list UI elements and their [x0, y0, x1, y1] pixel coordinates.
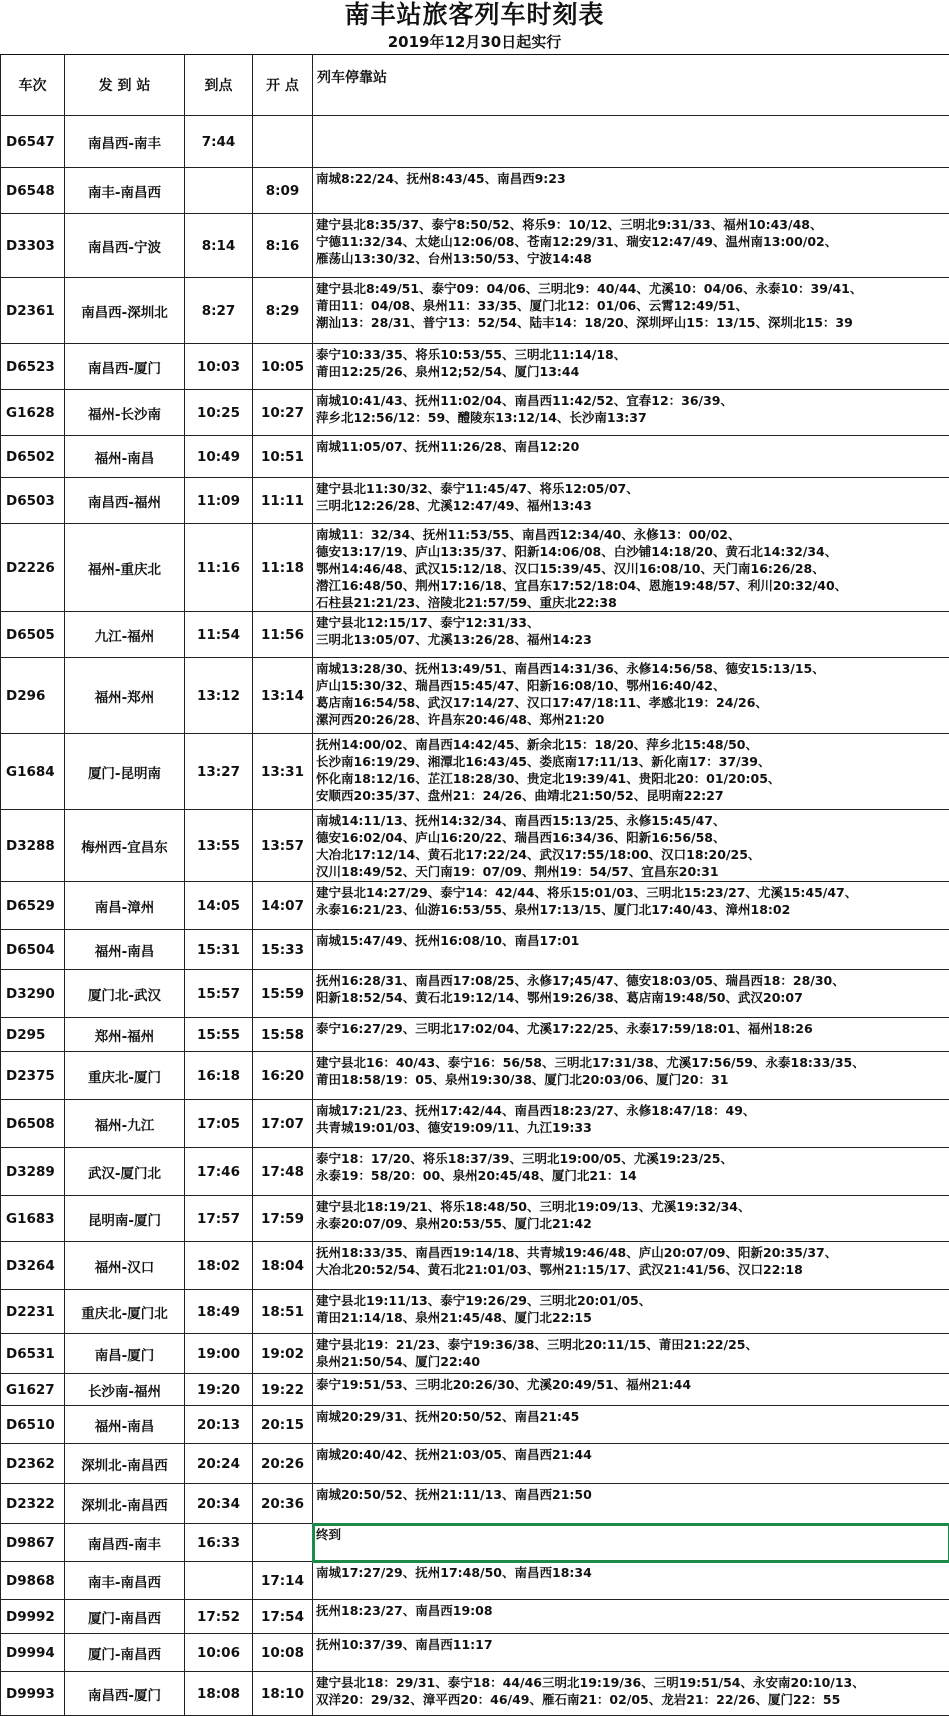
timetable-body: [1, 116, 949, 1716]
cell-train: D6503: [1, 478, 65, 524]
table-row: [1, 436, 949, 478]
cell-train: G1627: [1, 1374, 65, 1406]
table-row: [1, 1672, 949, 1716]
cell-train: D9993: [1, 1672, 65, 1716]
cell-arrive: 8:27: [185, 278, 253, 344]
cell-depart: 19:22: [253, 1374, 313, 1406]
cell-train: D3289: [1, 1148, 65, 1196]
cell-route: 厦门-南昌西: [65, 1600, 185, 1634]
cell-depart: 13:31: [253, 734, 313, 810]
cell-route: 九江-福州: [65, 612, 185, 658]
table-row: [1, 524, 949, 612]
table-row: [1, 1444, 949, 1484]
cell-stops: 建宁县北19:11/13、泰宁19:26/29、三明北20:01/05、 莆田21:14/18、泉州21:45/48、厦门北22:15: [313, 1290, 949, 1334]
cell-route: 厦门-南昌西: [65, 1634, 185, 1672]
header-arrive: 到点: [185, 55, 253, 116]
cell-depart: 11:56: [253, 612, 313, 658]
cell-stops: 泰宁19:51/53、三明北20:26/30、尤溪20:49/51、福州21:44: [313, 1374, 949, 1406]
table-row: [1, 930, 949, 970]
table-row: [1, 970, 949, 1018]
table-row: [1, 1196, 949, 1242]
table-row: [1, 390, 949, 436]
cell-train: D295: [1, 1018, 65, 1052]
cell-depart: 18:51: [253, 1290, 313, 1334]
cell-depart: [253, 1524, 313, 1562]
cell-arrive: 20:24: [185, 1444, 253, 1484]
cell-train: D6510: [1, 1406, 65, 1444]
table-row: [1, 1242, 949, 1290]
cell-stops: 建宁县北14:27/29、泰宁14：42/44、将乐15:01/03、三明北15:23/27、尤溪15:45/47、 永泰16:21/23、仙游16:53/55、泉州17:13/15、厦门北17:40/43、漳州18:02: [313, 882, 949, 930]
table-row: [1, 1018, 949, 1052]
cell-train: D6548: [1, 168, 65, 214]
cell-depart: 14:07: [253, 882, 313, 930]
cell-arrive: 15:31: [185, 930, 253, 970]
table-row: [1, 116, 949, 168]
cell-arrive: 14:05: [185, 882, 253, 930]
cell-arrive: 17:57: [185, 1196, 253, 1242]
cell-arrive: 10:03: [185, 344, 253, 390]
cell-route: 福州-南昌: [65, 930, 185, 970]
cell-arrive: [185, 1562, 253, 1600]
cell-route: 福州-九江: [65, 1100, 185, 1148]
cell-depart: 15:59: [253, 970, 313, 1018]
cell-train: D6523: [1, 344, 65, 390]
header-stops: 列车停靠站: [313, 55, 949, 116]
cell-route: 南昌-漳州: [65, 882, 185, 930]
cell-route: 长沙南-福州: [65, 1374, 185, 1406]
table-row: [1, 1052, 949, 1100]
cell-depart: 20:15: [253, 1406, 313, 1444]
table-row: [1, 1148, 949, 1196]
cell-depart: 11:11: [253, 478, 313, 524]
cell-depart: 17:07: [253, 1100, 313, 1148]
cell-stops: 建宁县北18:19/21、将乐18:48/50、三明北19:09/13、尤溪19:32/34、 永泰20:07/09、泉州20:53/55、厦门北21:42: [313, 1196, 949, 1242]
cell-depart: 10:27: [253, 390, 313, 436]
cell-train: D296: [1, 658, 65, 734]
cell-train: D6505: [1, 612, 65, 658]
page-title: 南丰站旅客列车时刻表: [0, 0, 949, 30]
cell-stops: 建宁县北12:15/17、泰宁12:31/33、 三明北13:05/07、尤溪13:26/28、福州14:23: [313, 612, 949, 658]
table-row: [1, 1562, 949, 1600]
cell-stops: 建宁县北18：29/31、泰宁18：44/46三明北19:19/36、三明19:51/54、永安南20:10/13、 双洋20：29/32、漳平西20：46/49、雁石南21：02/05、龙岩21：22/26、厦门22：55: [313, 1672, 949, 1716]
cell-train: D6531: [1, 1334, 65, 1374]
cell-arrive: [185, 168, 253, 214]
cell-depart: 13:14: [253, 658, 313, 734]
cell-train: D6502: [1, 436, 65, 478]
cell-arrive: 13:27: [185, 734, 253, 810]
table-row: [1, 344, 949, 390]
cell-train: G1684: [1, 734, 65, 810]
cell-route: 福州-南昌: [65, 436, 185, 478]
cell-arrive: 17:52: [185, 1600, 253, 1634]
cell-depart: 19:02: [253, 1334, 313, 1374]
cell-depart: 10:08: [253, 1634, 313, 1672]
cell-route: 福州-重庆北: [65, 524, 185, 612]
cell-arrive: 11:09: [185, 478, 253, 524]
cell-route: 武汉-厦门北: [65, 1148, 185, 1196]
cell-stops: 建宁县北11:30/32、泰宁11:45/47、将乐12:05/07、 三明北12:26/28、尤溪12:47/49、福州13:43: [313, 478, 949, 524]
cell-arrive: 7:44: [185, 116, 253, 168]
cell-route: 南昌西-厦门: [65, 1672, 185, 1716]
cell-depart: 16:20: [253, 1052, 313, 1100]
table-row: [1, 1406, 949, 1444]
cell-arrive: 15:55: [185, 1018, 253, 1052]
cell-stops: 南城13:28/30、抚州13:49/51、南昌西14:31/36、永修14:56/58、德安15:13/15、 庐山15:30/32、瑞昌西15:45/47、阳新16:08/10、鄂州16:40/42、 葛店南16:54/58、武汉17:14/27、汉口17:47/18:11、孝感北19：24/26、 漯河西20:26/28、许昌东20:46/48、郑州21:20: [313, 658, 949, 734]
cell-train: D6529: [1, 882, 65, 930]
cell-arrive: 18:08: [185, 1672, 253, 1716]
table-row: [1, 1484, 949, 1524]
cell-stops: 终到: [313, 1524, 949, 1562]
table-row: [1, 1634, 949, 1672]
cell-arrive: 11:16: [185, 524, 253, 612]
cell-arrive: 17:46: [185, 1148, 253, 1196]
cell-train: D6508: [1, 1100, 65, 1148]
cell-depart: 15:33: [253, 930, 313, 970]
cell-stops: 抚州16:28/31、南昌西17:08/25、永修17;45/47、德安18:03/05、瑞昌西18：28/30、 阳新18:52/54、黄石北19:12/14、鄂州19:26/38、葛店南19:48/50、武汉20:07: [313, 970, 949, 1018]
table-row: [1, 1334, 949, 1374]
cell-route: 昆明南-厦门: [65, 1196, 185, 1242]
cell-depart: 8:16: [253, 214, 313, 278]
cell-depart: 8:09: [253, 168, 313, 214]
cell-train: D3303: [1, 214, 65, 278]
cell-depart: 20:26: [253, 1444, 313, 1484]
cell-arrive: 18:02: [185, 1242, 253, 1290]
cell-route: 南昌西-深圳北: [65, 278, 185, 344]
table-row: [1, 214, 949, 278]
cell-stops: 抚州18:23/27、南昌西19:08: [313, 1600, 949, 1634]
cell-arrive: 17:05: [185, 1100, 253, 1148]
cell-arrive: 10:49: [185, 436, 253, 478]
cell-train: D2375: [1, 1052, 65, 1100]
cell-stops: 泰宁10:33/35、将乐10:53/55、三明北11:14/18、 莆田12:25/26、泉州12;52/54、厦门13:44: [313, 344, 949, 390]
cell-stops: 南城14:11/13、抚州14:32/34、南昌西15:13/25、永修15:45/47、 德安16:02/04、庐山16:20/22、瑞昌西16:34/36、阳新16:56/58、 大冶北17:12/14、黄石北17:22/24、武汉17:55/18:00、汉口18:20/25、 汉川18:49/52、天门南19：07/09、荆州19：54/57、宜昌东20:31: [313, 810, 949, 882]
cell-depart: 11:18: [253, 524, 313, 612]
cell-arrive: 15:57: [185, 970, 253, 1018]
table-row: [1, 1524, 949, 1562]
cell-depart: 17:14: [253, 1562, 313, 1600]
table-row: [1, 612, 949, 658]
cell-stops: [313, 116, 949, 168]
cell-train: G1628: [1, 390, 65, 436]
table-row: [1, 1290, 949, 1334]
cell-route: 南丰-南昌西: [65, 168, 185, 214]
cell-stops: 南城11：32/34、抚州11:53/55、南昌西12:34/40、永修13：00/02、 德安13:17/19、庐山13:35/37、阳新14:06/08、白沙铺14:18/20、黄石北14:32/34、 鄂州14:46/48、武汉15:12/18、汉口15:39/45、汉川16:08/10、天门南16:26/28、 潜江16:48/50、荆州17:16/18、宜昌东17:52/18:04、恩施19:48/57、利川20:32/40、 石柱县21:21/23、涪陵北21:57/59、重庆北22:38: [313, 524, 949, 612]
cell-stops: 泰宁16:27/29、三明北17:02/04、尤溪17:22/25、永泰17:59/18:01、福州18:26: [313, 1018, 949, 1052]
cell-stops: 南城8:22/24、抚州8:43/45、南昌西9:23: [313, 168, 949, 214]
cell-depart: 17:48: [253, 1148, 313, 1196]
cell-arrive: 10:06: [185, 1634, 253, 1672]
cell-stops: 泰宁18：17/20、将乐18:37/39、三明北19:00/05、尤溪19:23/25、 永泰19：58/20：00、泉州20:45/48、厦门北21：14: [313, 1148, 949, 1196]
cell-route: 梅州西-宜昌东: [65, 810, 185, 882]
cell-stops: 南城20:29/31、抚州20:50/52、南昌21:45: [313, 1406, 949, 1444]
cell-depart: 8:29: [253, 278, 313, 344]
cell-route: 南昌西-宁波: [65, 214, 185, 278]
cell-route: 郑州-福州: [65, 1018, 185, 1052]
cell-train: D3264: [1, 1242, 65, 1290]
cell-train: D2362: [1, 1444, 65, 1484]
cell-train: D6547: [1, 116, 65, 168]
cell-depart: 18:04: [253, 1242, 313, 1290]
cell-route: 南昌西-南丰: [65, 1524, 185, 1562]
cell-route: 福州-长沙南: [65, 390, 185, 436]
cell-arrive: 13:55: [185, 810, 253, 882]
cell-train: D6504: [1, 930, 65, 970]
table-row: [1, 478, 949, 524]
cell-route: 重庆北-厦门: [65, 1052, 185, 1100]
cell-train: D2361: [1, 278, 65, 344]
cell-route: 重庆北-厦门北: [65, 1290, 185, 1334]
cell-stops: 抚州10:37/39、南昌西11:17: [313, 1634, 949, 1672]
cell-depart: 10:05: [253, 344, 313, 390]
header-row: [1, 55, 949, 116]
cell-train: D9994: [1, 1634, 65, 1672]
cell-route: 福州-南昌: [65, 1406, 185, 1444]
cell-train: D3290: [1, 970, 65, 1018]
cell-route: 南昌-厦门: [65, 1334, 185, 1374]
cell-arrive: 20:34: [185, 1484, 253, 1524]
cell-route: 深圳北-南昌西: [65, 1484, 185, 1524]
cell-train: D2322: [1, 1484, 65, 1524]
effective-date: 2019年12月30日起实行: [0, 30, 949, 54]
cell-stops: 南城20:40/42、抚州21:03/05、南昌西21:44: [313, 1444, 949, 1484]
table-row: [1, 1100, 949, 1148]
cell-arrive: 16:33: [185, 1524, 253, 1562]
cell-route: 南昌西-厦门: [65, 344, 185, 390]
cell-arrive: 10:25: [185, 390, 253, 436]
cell-depart: 13:57: [253, 810, 313, 882]
cell-train: D9868: [1, 1562, 65, 1600]
cell-train: D2226: [1, 524, 65, 612]
cell-stops: 南城10:41/43、抚州11:02/04、南昌西11:42/52、宜春12：36/39、 萍乡北12:56/12：59、醴陵东13:12/14、长沙南13:37: [313, 390, 949, 436]
cell-depart: 17:54: [253, 1600, 313, 1634]
table-row: [1, 1374, 949, 1406]
cell-stops: 建宁县北19：21/23、泰宁19:36/38、三明北20:11/15、莆田21:22/25、 泉州21:50/54、厦门22:40: [313, 1334, 949, 1374]
cell-depart: 17:59: [253, 1196, 313, 1242]
cell-stops: 南城11:05/07、抚州11:26/28、南昌12:20: [313, 436, 949, 478]
cell-arrive: 18:49: [185, 1290, 253, 1334]
cell-train: G1683: [1, 1196, 65, 1242]
cell-stops: 建宁县北16：40/43、泰宁16：56/58、三明北17:31/38、尤溪17:56/59、永泰18:33/35、 莆田18:58/19：05、泉州19:30/38、厦门北20:03/06、厦门20：31: [313, 1052, 949, 1100]
cell-depart: 15:58: [253, 1018, 313, 1052]
table-row: [1, 810, 949, 882]
header-train: 车次: [1, 55, 65, 116]
cell-train: D9992: [1, 1600, 65, 1634]
cell-route: 南昌西-福州: [65, 478, 185, 524]
cell-depart: 18:10: [253, 1672, 313, 1716]
table-row: [1, 168, 949, 214]
cell-arrive: 19:20: [185, 1374, 253, 1406]
cell-arrive: 11:54: [185, 612, 253, 658]
table-row: [1, 882, 949, 930]
cell-arrive: 19:00: [185, 1334, 253, 1374]
cell-route: 深圳北-南昌西: [65, 1444, 185, 1484]
cell-train: D3288: [1, 810, 65, 882]
cell-stops: 抚州14:00/02、南昌西14:42/45、新余北15：18/20、萍乡北15:48/50、 长沙南16:19/29、湘潭北16:43/45、娄底南17:11/13、新化南17：37/39、 怀化南18:12/16、芷江18:28/30、贵定北19:39/41、贵阳北20：01/20:05、 安顺西20:35/37、盘州21：24/26、曲靖北21:50/52、昆明南22:27: [313, 734, 949, 810]
cell-train: D2231: [1, 1290, 65, 1334]
cell-depart: 20:36: [253, 1484, 313, 1524]
table-row: [1, 658, 949, 734]
cell-stops: 抚州18:33/35、南昌西19:14/18、共青城19:46/48、庐山20:07/09、阳新20:35/37、 大冶北20:52/54、黄石北21:01/03、鄂州21:15/17、武汉21:41/56、汉口22:18: [313, 1242, 949, 1290]
cell-stops: 南城17:27/29、抚州17:48/50、南昌西18:34: [313, 1562, 949, 1600]
cell-stops: 南城20:50/52、抚州21:11/13、南昌西21:50: [313, 1484, 949, 1524]
header-depart: 开 点: [253, 55, 313, 116]
cell-route: 厦门北-武汉: [65, 970, 185, 1018]
cell-route: 南丰-南昌西: [65, 1562, 185, 1600]
cell-train: D9867: [1, 1524, 65, 1562]
cell-route: 南昌西-南丰: [65, 116, 185, 168]
timetable: [0, 54, 949, 1716]
cell-arrive: 16:18: [185, 1052, 253, 1100]
cell-depart: [253, 116, 313, 168]
cell-depart: 10:51: [253, 436, 313, 478]
table-row: [1, 734, 949, 810]
cell-arrive: 13:12: [185, 658, 253, 734]
cell-stops: 建宁县北8:35/37、泰宁8:50/52、将乐9：10/12、三明北9:31/33、福州10:43/48、 宁德11:32/34、太姥山12:06/08、苍南12:29/31、瑞安12:47/49、温州南13:00/02、 雁荡山13:30/32、台州13:50/53、宁波14:48: [313, 214, 949, 278]
cell-stops: 南城17:21/23、抚州17:42/44、南昌西18:23/27、永修18:47/18：49、 共青城19:01/03、德安19:09/11、九江19:33: [313, 1100, 949, 1148]
cell-stops: 南城15:47/49、抚州16:08/10、南昌17:01: [313, 930, 949, 970]
cell-route: 厦门-昆明南: [65, 734, 185, 810]
cell-arrive: 8:14: [185, 214, 253, 278]
header-route: 发 到 站: [65, 55, 185, 116]
cell-route: 福州-郑州: [65, 658, 185, 734]
cell-route: 福州-汉口: [65, 1242, 185, 1290]
cell-stops: 建宁县北8:49/51、泰宁09：04/06、三明北9：40/44、尤溪10：04/06、永泰10：39/41、 莆田11：04/08、泉州11：33/35、厦门北12：01/06、云霄12:49/51、 潮汕13：28/31、普宁13：52/54、陆丰14：18/20、深圳坪山15：13/15、深圳北15：39: [313, 278, 949, 344]
table-row: [1, 278, 949, 344]
cell-arrive: 20:13: [185, 1406, 253, 1444]
table-row: [1, 1600, 949, 1634]
